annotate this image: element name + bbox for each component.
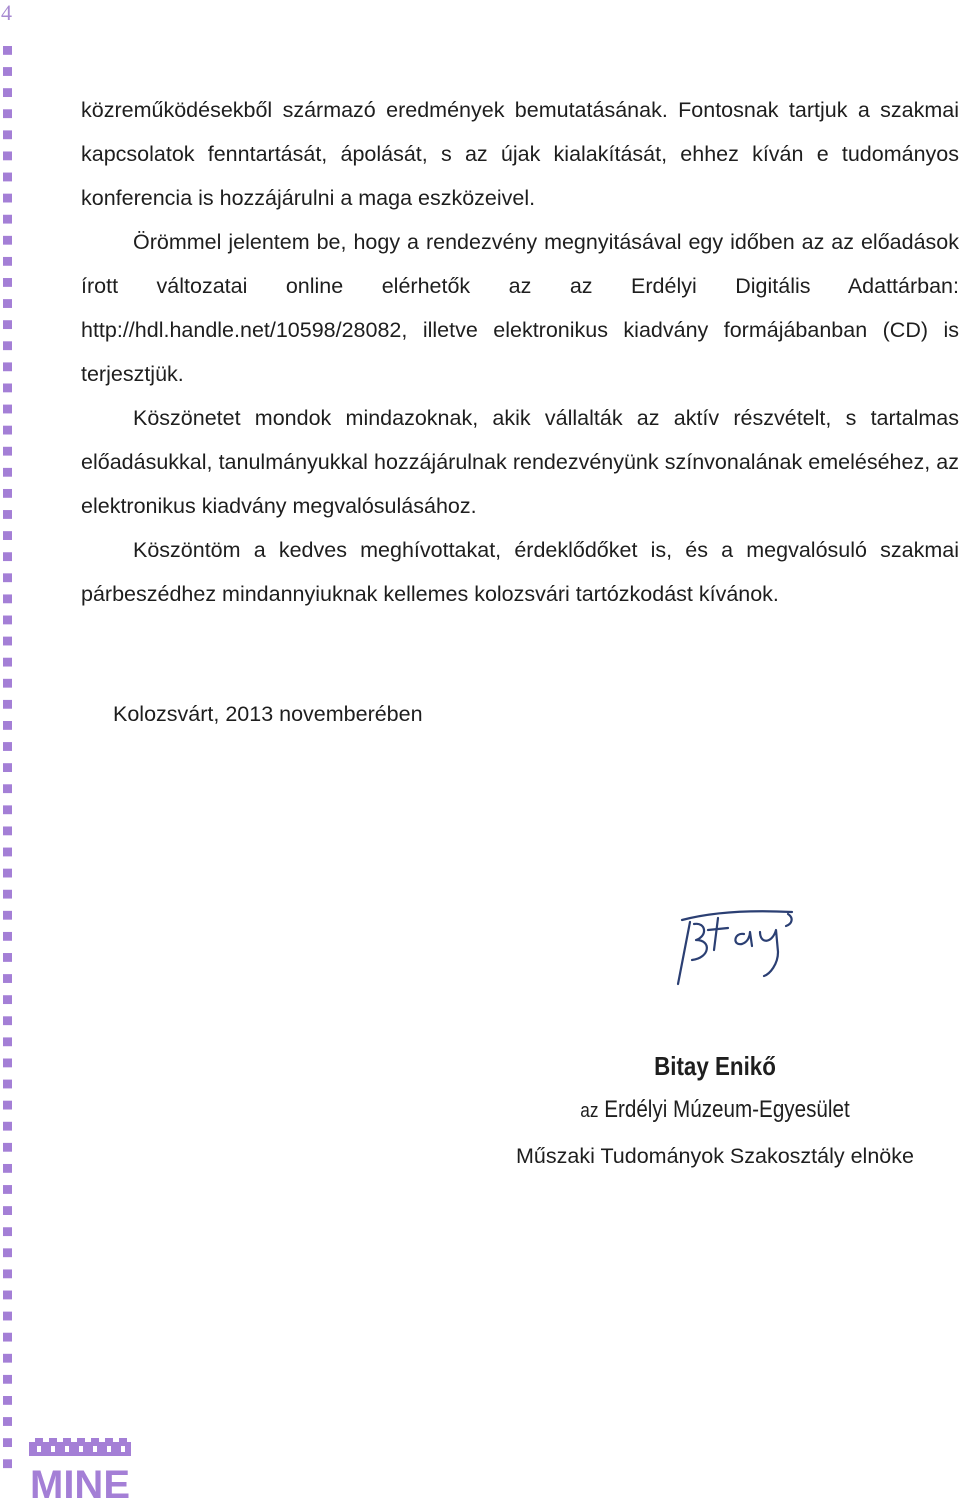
organization-prefix: az (580, 1100, 599, 1122)
mine-logo (29, 1438, 131, 1500)
signer-role: Műszaki Tudományok Szakosztály elnöke (516, 1144, 914, 1168)
body-text (81, 88, 959, 616)
paragraph-announcement: Örömmel jelentem be, hogy a rendezvény megnyitásával egy időben az az előadások írott változatai online elérhetők az az Erdélyi Digitális Adattárban: http://hdl.handle.net/10598/28082, illetve elektronikus kiadvány formájábanban (CD) is terjesztjük. (81, 230, 959, 386)
decorative-side-strip (3, 46, 12, 1480)
organization-name: Erdélyi Múzeum-Egyesület (604, 1096, 850, 1123)
paragraph-welcome: Köszöntöm a kedves meghívottakat, érdeklődőket is, és a megvalósuló szakmai párbeszédhez mindannyiuknak kellemes kolozsvári tartózkodást kívánok. (81, 538, 959, 606)
organization (513, 1090, 917, 1131)
page-number: 4 (1, 0, 12, 25)
paragraph-continuation: közreműködésekből származó eredmények bemutatásának. Fontosnak tartjuk a szakmai kapcsolatok fenntartását, ápolását, s az újak kialakítását, ehhez kíván e tudományos konferencia is hozzájárulni a maga eszközeivel. (81, 98, 959, 210)
place-and-date: Kolozsvárt, 2013 novemberében (113, 702, 423, 726)
paragraph-thanks: Köszönetet mondok mindazoknak, akik vállalták az aktív részvételt, s tartalmas előadásukkal, tanulmányukkal hozzájárulnak rendezvényünk színvonalának emeléséhez, az elektronikus kiadvány megvalósulásához. (81, 406, 959, 518)
signer-name: Bitay Enikő (654, 1051, 776, 1081)
logo-text: MINE (30, 1463, 130, 1500)
handwritten-signature (672, 900, 802, 990)
